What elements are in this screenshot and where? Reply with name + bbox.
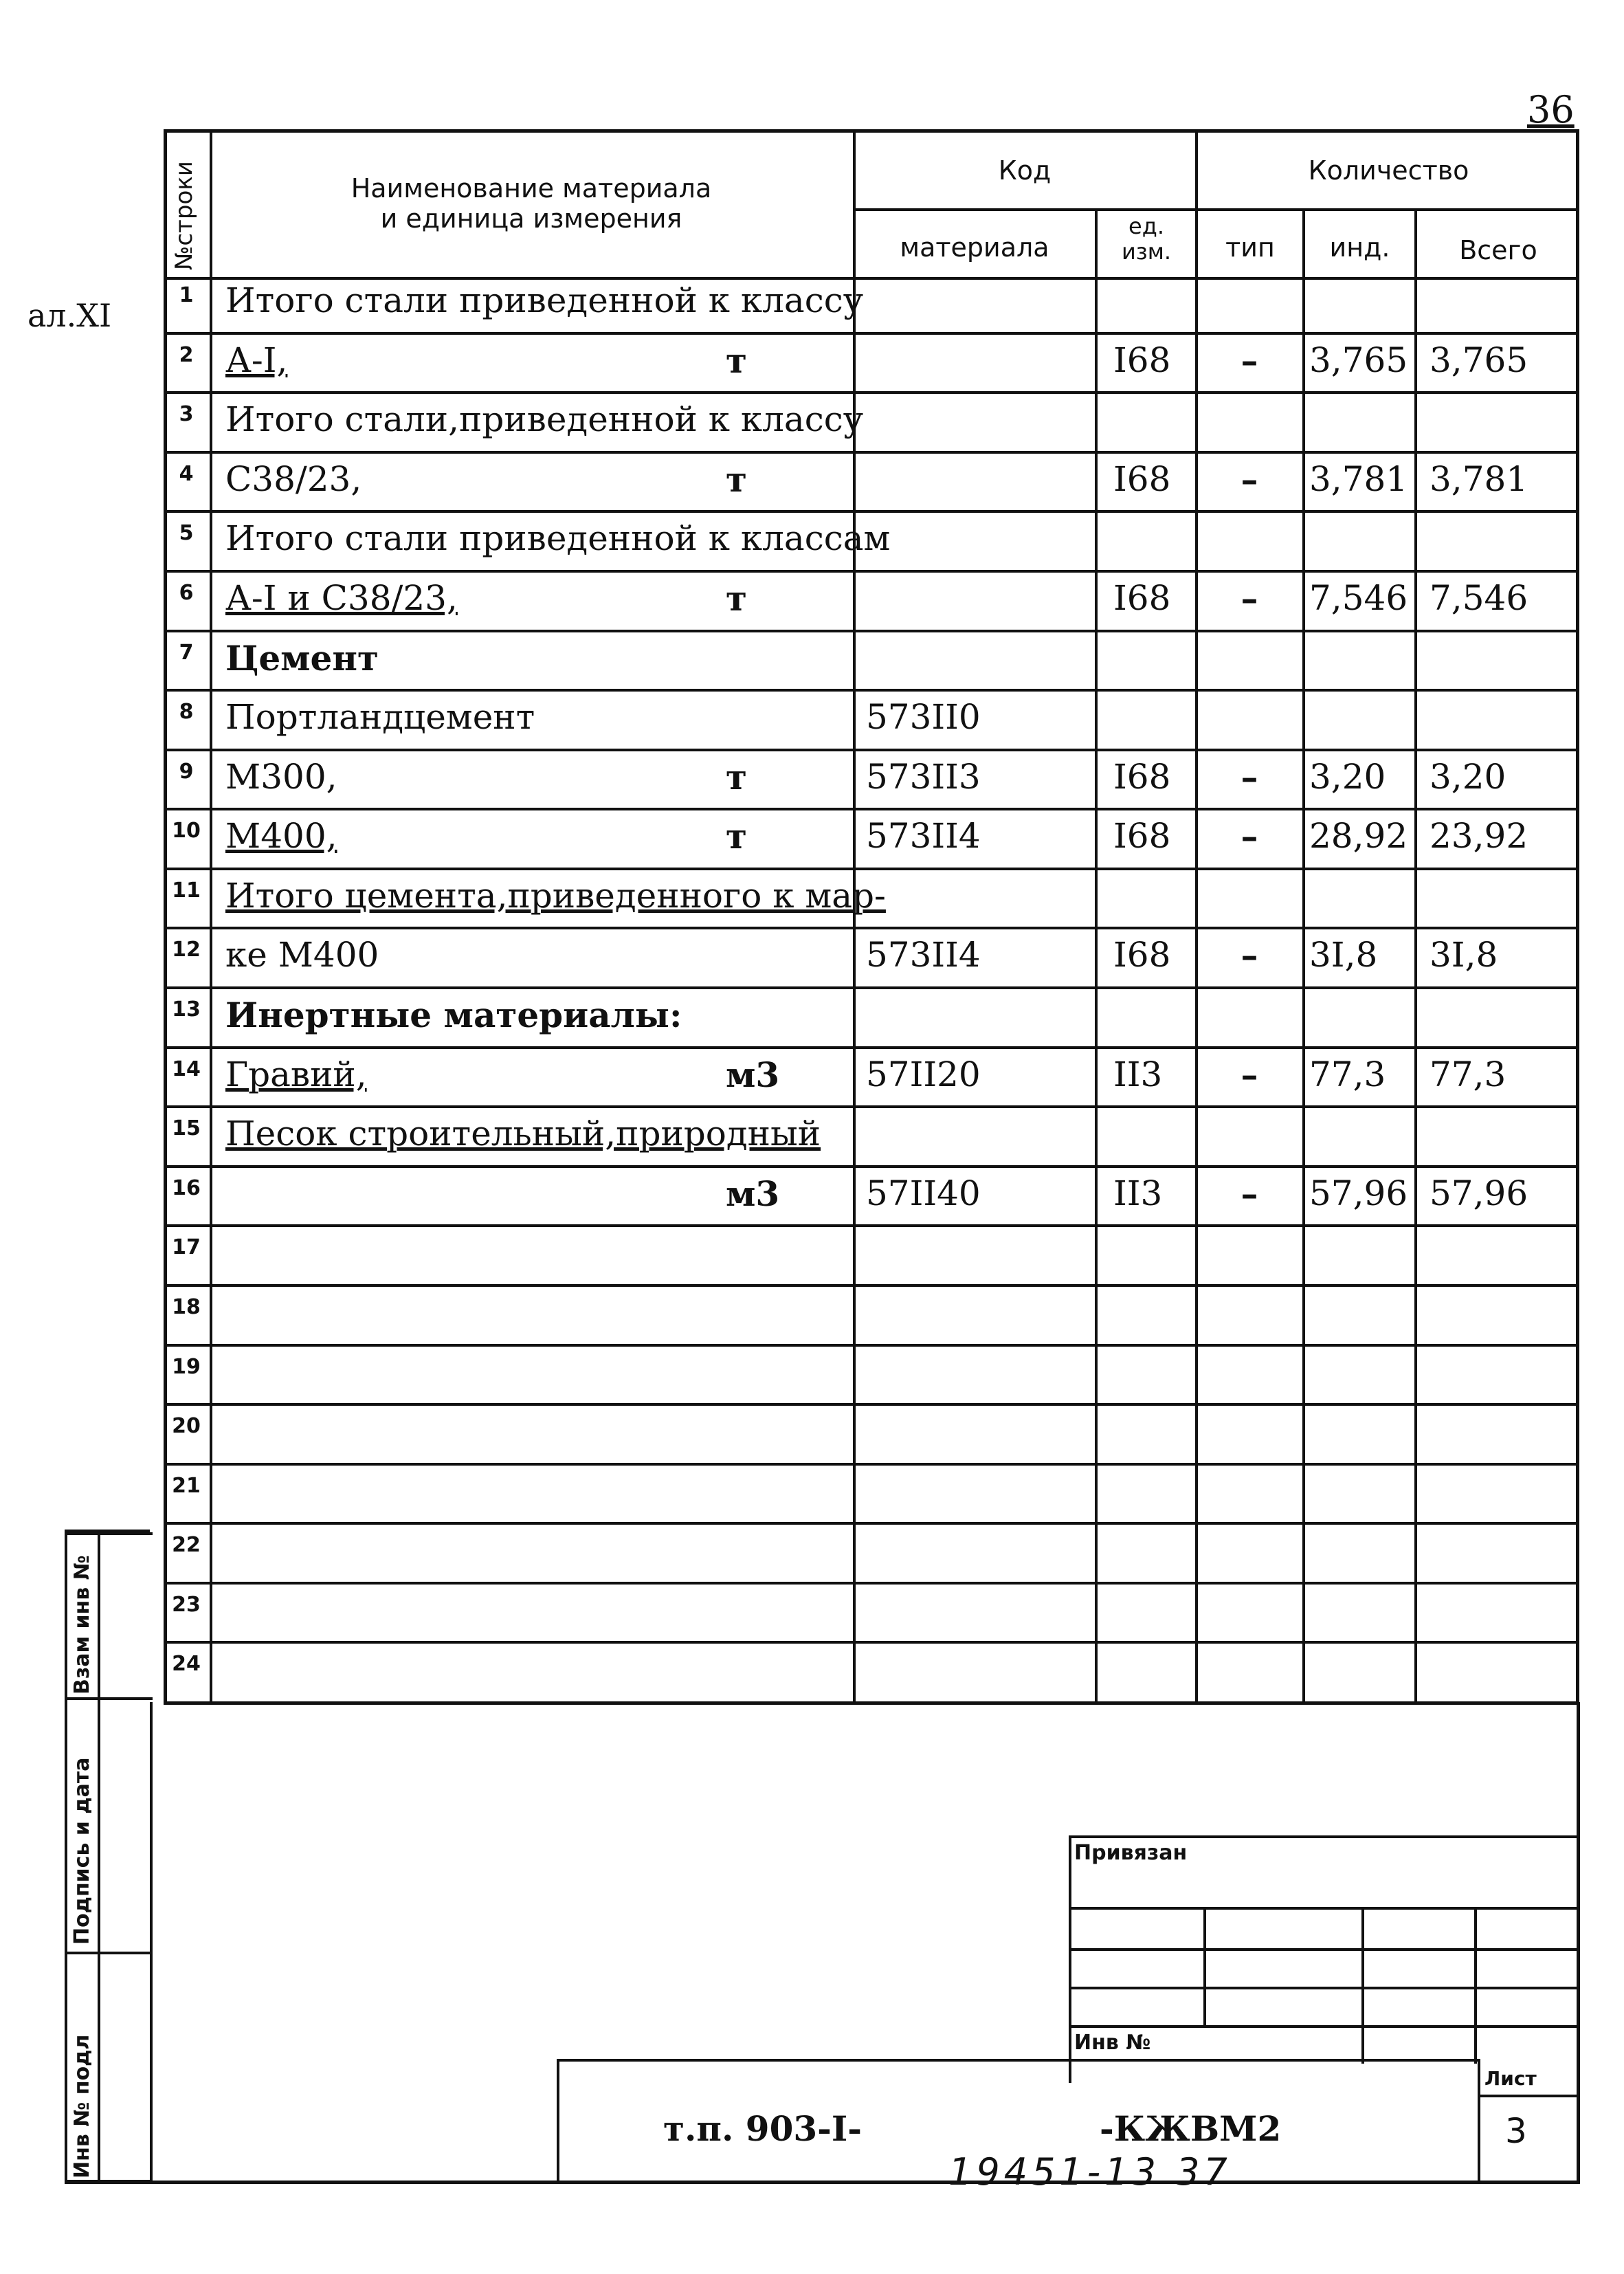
stamp-inv-label: Инв № xyxy=(1074,2031,1151,2055)
row-number: 11 xyxy=(172,878,201,903)
material-unit: т xyxy=(726,577,747,619)
approval-side-strip xyxy=(65,1530,150,2183)
row-number: 15 xyxy=(172,1116,201,1141)
quantity-ind: 3,20 xyxy=(1309,756,1386,797)
row-number: 14 xyxy=(172,1057,201,1081)
row-divider xyxy=(164,986,1579,989)
doc-suffix: -КЖВМ2 xyxy=(1100,2108,1282,2149)
quantity-type: – xyxy=(1241,756,1258,797)
inv-replace-label: Взам инв № xyxy=(70,1555,94,1695)
material-code: 573II4 xyxy=(866,935,981,975)
doc-code: т.п. 903-I- xyxy=(663,2108,863,2149)
row-divider xyxy=(164,332,1579,335)
lower-frame-border xyxy=(150,1702,153,2183)
page-number: 36 xyxy=(1527,88,1575,131)
row-number: 1 xyxy=(179,283,194,307)
quantity-type: – xyxy=(1241,340,1258,381)
material-name: Гравий, xyxy=(225,1054,367,1094)
material-code: 57II20 xyxy=(866,1054,981,1094)
side-mark: ал.XI xyxy=(27,297,112,334)
title-top xyxy=(557,2059,1478,2062)
quantity-type: – xyxy=(1241,459,1258,500)
material-name: Песок строительный,природный xyxy=(225,1114,821,1154)
header-row-number: №строки xyxy=(170,161,198,270)
row-number: 12 xyxy=(172,938,201,962)
material-name: А-I, xyxy=(225,340,288,380)
quantity-ind: 3,765 xyxy=(1309,340,1408,380)
stamp-linked-label: Привязан xyxy=(1074,1841,1188,1865)
row-number: 23 xyxy=(172,1592,201,1617)
title-sheet-divider xyxy=(1478,2059,1480,2183)
stamp-line-1 xyxy=(1069,1907,1577,1910)
row-divider xyxy=(164,1284,1579,1287)
col-divider-code xyxy=(1095,208,1098,1702)
row-divider xyxy=(164,570,1579,573)
quantity-total: 3,765 xyxy=(1430,340,1528,380)
handwritten-footer: 19451-13 37 xyxy=(948,2150,1232,2194)
unit-code: I68 xyxy=(1113,935,1171,975)
row-divider xyxy=(164,808,1579,810)
row-divider xyxy=(164,689,1579,692)
row-divider xyxy=(164,1165,1579,1168)
title-left xyxy=(557,2059,559,2183)
stamp-col-2 xyxy=(1361,1907,1364,2064)
quantity-ind: 77,3 xyxy=(1309,1054,1386,1094)
material-unit: т xyxy=(726,756,747,797)
quantity-type: – xyxy=(1241,1054,1258,1095)
stamp-col-1 xyxy=(1203,1907,1206,2025)
unit-code: I68 xyxy=(1113,756,1171,797)
strip-divider-1 xyxy=(67,1532,153,1535)
header-qty-total: Всего xyxy=(1459,235,1537,265)
col-divider-tip xyxy=(1302,208,1305,1702)
row-number: 3 xyxy=(179,402,194,427)
quantity-type: – xyxy=(1241,577,1258,619)
row-number: 21 xyxy=(172,1473,201,1498)
col-divider-ed xyxy=(1195,133,1198,1702)
material-unit: т xyxy=(726,459,747,500)
row-divider xyxy=(164,1105,1579,1108)
header-name-line1: Наименование материала xyxy=(351,173,712,203)
header-code: Код xyxy=(998,155,1052,186)
row-number: 19 xyxy=(172,1354,201,1379)
row-number: 10 xyxy=(172,819,201,843)
material-name: Инертные материалы: xyxy=(225,995,682,1035)
stamp-col-3 xyxy=(1474,1907,1477,2064)
col-divider-name xyxy=(853,133,856,1702)
header-qty-type: тип xyxy=(1225,232,1275,263)
material-name: Итого стали приведенной к классу xyxy=(225,280,864,320)
material-unit: т xyxy=(726,340,747,381)
row-number: 6 xyxy=(179,580,194,605)
stamp-line-2 xyxy=(1069,1948,1577,1951)
unit-code: I68 xyxy=(1113,816,1171,857)
row-divider xyxy=(164,749,1579,751)
row-number: 24 xyxy=(172,1652,201,1677)
material-name: ке М400 xyxy=(225,935,379,975)
row-number: 16 xyxy=(172,1175,201,1200)
col-divider-rownum xyxy=(210,133,212,1702)
row-divider xyxy=(164,1582,1579,1585)
row-number: 5 xyxy=(179,521,194,546)
unit-code: I68 xyxy=(1113,577,1171,618)
quantity-total: 23,92 xyxy=(1430,816,1528,857)
quantity-total: 3,781 xyxy=(1430,459,1528,499)
header-code-unit: ед. изм. xyxy=(1121,213,1172,265)
header-name xyxy=(215,174,847,234)
stamp-left xyxy=(1069,1835,1071,2083)
material-name: Итого стали,приведенной к классу xyxy=(225,399,864,440)
row-number: 20 xyxy=(172,1414,201,1439)
unit-code: II3 xyxy=(1113,1054,1163,1094)
material-code: 573II0 xyxy=(866,697,981,738)
header-qty-ind: инд. xyxy=(1329,232,1390,263)
unit-code: I68 xyxy=(1113,459,1171,499)
quantity-total: 77,3 xyxy=(1430,1054,1506,1094)
quantity-type: – xyxy=(1241,1173,1258,1214)
row-number: 17 xyxy=(172,1235,201,1260)
inv-original-label: Инв № подл xyxy=(70,2034,94,2178)
row-divider xyxy=(164,1522,1579,1525)
material-name: Портландцемент xyxy=(225,697,535,738)
row-divider xyxy=(164,1344,1579,1347)
row-number: 18 xyxy=(172,1294,201,1319)
header-name-line2: и единица измерения xyxy=(380,203,682,234)
quantity-ind: 28,92 xyxy=(1309,816,1408,857)
quantity-total: 7,546 xyxy=(1430,577,1528,618)
header-quantity: Количество xyxy=(1308,155,1469,186)
material-name: Итого стали приведенной к классам xyxy=(225,518,891,559)
row-divider xyxy=(164,1224,1579,1227)
col-divider-ind xyxy=(1414,208,1417,1702)
material-unit: т xyxy=(726,816,747,857)
material-code: 573II3 xyxy=(866,756,981,797)
row-divider xyxy=(164,868,1579,870)
stamp-line-4 xyxy=(1069,2025,1577,2028)
quantity-total: 3I,8 xyxy=(1430,935,1498,975)
row-number: 4 xyxy=(179,461,194,486)
material-name: М400, xyxy=(225,816,337,857)
row-number: 9 xyxy=(179,759,194,784)
quantity-ind: 3,781 xyxy=(1309,459,1408,499)
material-name: С38/23, xyxy=(225,459,362,499)
stamp-top xyxy=(1069,1835,1577,1838)
row-divider xyxy=(164,630,1579,632)
material-unit: м3 xyxy=(726,1173,780,1214)
row-divider xyxy=(164,451,1579,454)
material-unit: м3 xyxy=(726,1054,780,1095)
material-name: М300, xyxy=(225,756,337,797)
row-number: 2 xyxy=(179,342,194,367)
title-sheet-line xyxy=(1478,2095,1577,2097)
quantity-total: 3,20 xyxy=(1430,756,1506,797)
material-name: Цемент xyxy=(225,637,379,678)
strip-inner-line xyxy=(98,1532,100,2183)
row-divider xyxy=(164,1403,1579,1406)
quantity-type: – xyxy=(1241,816,1258,857)
material-code: 573II4 xyxy=(866,816,981,857)
material-name: А-I и С38/23, xyxy=(225,577,458,618)
strip-divider-2 xyxy=(67,1697,153,1700)
quantity-total: 57,96 xyxy=(1430,1173,1528,1213)
unit-code: I68 xyxy=(1113,340,1171,380)
stamp-line-3 xyxy=(1069,1987,1577,1989)
row-divider xyxy=(164,510,1579,513)
row-divider xyxy=(164,1641,1579,1644)
quantity-ind: 57,96 xyxy=(1309,1173,1408,1213)
sheet-value: 3 xyxy=(1505,2111,1527,2151)
material-name: Итого цемента,приведенного к мар- xyxy=(225,875,886,916)
row-number: 13 xyxy=(172,997,201,1022)
row-divider xyxy=(164,391,1579,394)
quantity-ind: 3I,8 xyxy=(1309,935,1378,975)
signature-date-label: Подпись и дата xyxy=(70,1757,94,1945)
row-number: 22 xyxy=(172,1533,201,1558)
row-number: 7 xyxy=(179,640,194,665)
header-bottom xyxy=(167,277,1579,280)
header-code-material: материала xyxy=(900,232,1049,263)
sheet-label: Лист xyxy=(1484,2067,1537,2090)
row-number: 8 xyxy=(179,700,194,725)
row-divider xyxy=(164,1463,1579,1466)
strip-divider-3 xyxy=(67,1952,153,1954)
row-divider xyxy=(164,927,1579,929)
quantity-ind: 7,546 xyxy=(1309,577,1408,618)
unit-code: II3 xyxy=(1113,1173,1163,1213)
quantity-type: – xyxy=(1241,935,1258,976)
row-divider xyxy=(164,1046,1579,1049)
material-code: 57II40 xyxy=(866,1173,981,1213)
header-divider xyxy=(854,208,1579,211)
